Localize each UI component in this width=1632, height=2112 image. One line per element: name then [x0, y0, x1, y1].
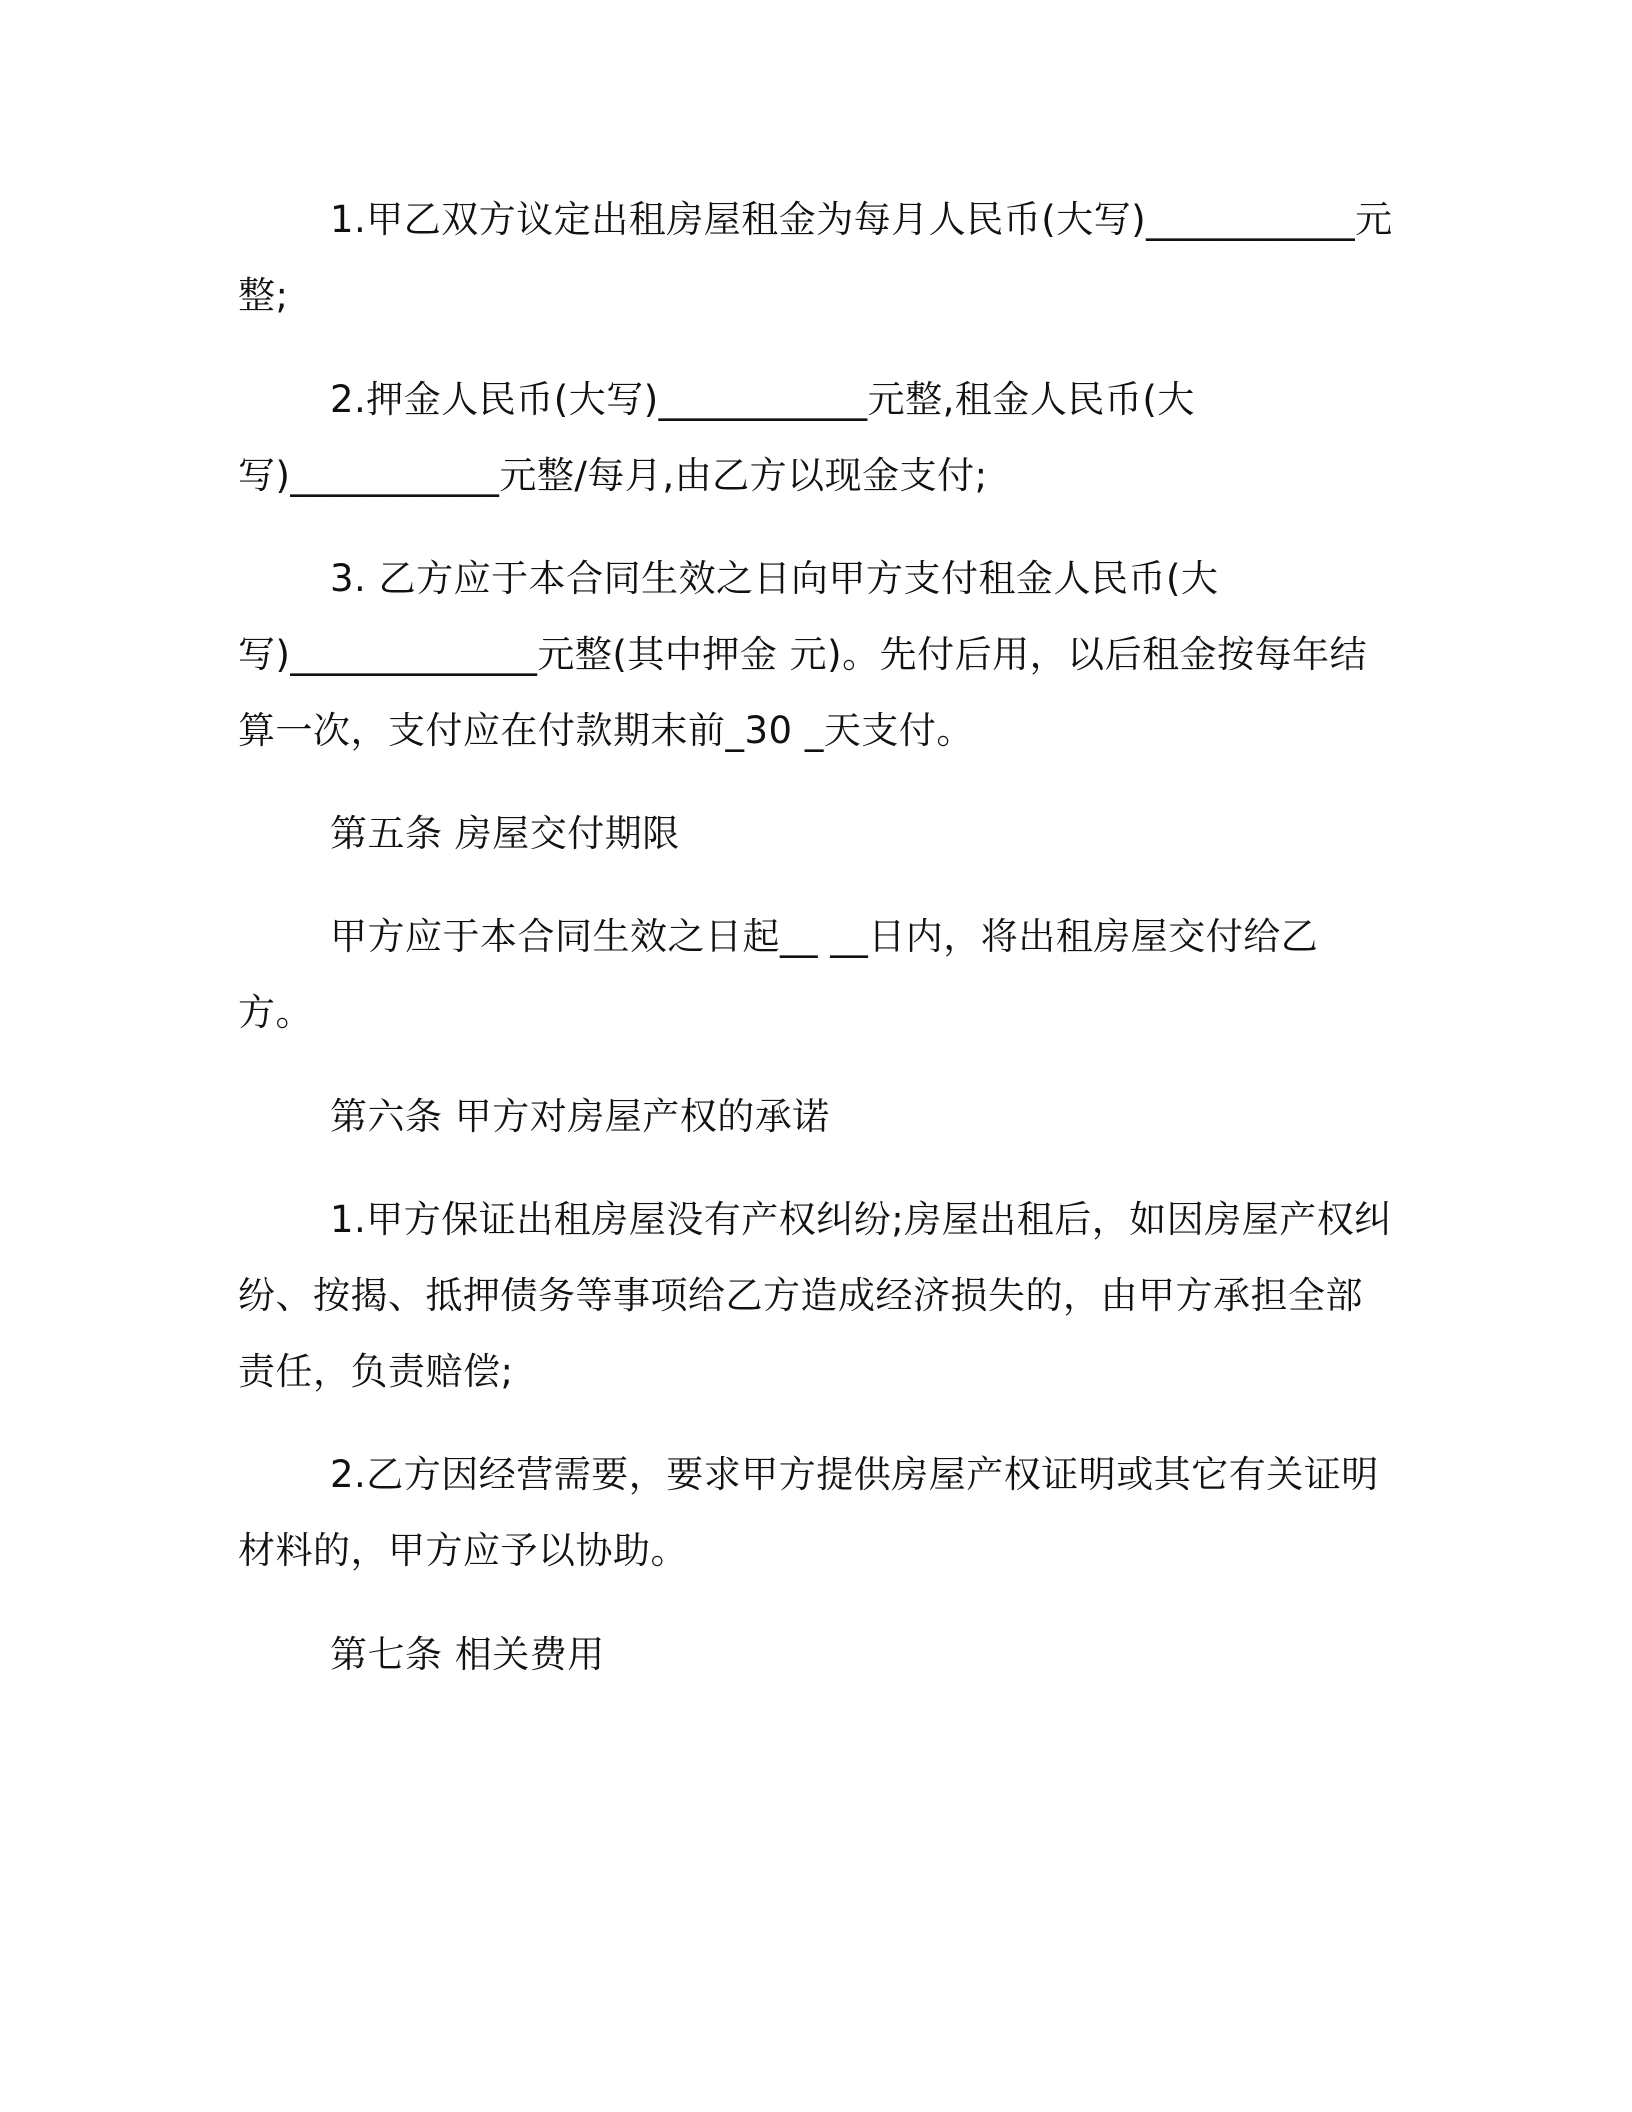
ownership-clause-1-line-3: 责任，负责赔偿; — [238, 1350, 514, 1393]
article-6-heading: 第六条 甲方对房屋产权的承诺 — [330, 1095, 830, 1138]
payment-clause-line-1: 3. 乙方应于本合同生效之日向甲方支付租金人民币(大 — [330, 557, 1219, 600]
delivery-clause-line-2: 方。 — [238, 991, 313, 1034]
delivery-clause-line-1: 甲方应于本合同生效之日起__ __日内，将出租房屋交付给乙 — [330, 915, 1319, 958]
article-7-heading: 第七条 相关费用 — [330, 1633, 605, 1676]
ownership-clause-2-line-1: 2.乙方因经营需要，要求甲方提供房屋产权证明或其它有关证明 — [330, 1453, 1379, 1496]
deposit-clause-line-1: 2.押金人民币(大写)___________元整,租金人民币(大 — [330, 378, 1195, 421]
ownership-clause-2-line-2: 材料的，甲方应予以协助。 — [238, 1529, 688, 1572]
ownership-clause-1-line-1: 1.甲方保证出租房屋没有产权纠纷;房屋出租后，如因房屋产权纠 — [330, 1198, 1392, 1241]
article-5-heading: 第五条 房屋交付期限 — [330, 812, 680, 855]
deposit-clause-line-2: 写)___________元整/每月,由乙方以现金支付; — [238, 454, 988, 497]
rent-clause-line-2: 整; — [238, 274, 289, 317]
ownership-clause-1-line-2: 纷、按揭、抵押债务等事项给乙方造成经济损失的，由甲方承担全部 — [238, 1274, 1363, 1317]
rent-clause-line-1: 1.甲乙双方议定出租房屋租金为每月人民币(大写)___________元 — [330, 198, 1393, 241]
payment-clause-line-3: 算一次，支付应在付款期末前_30 _天支付。 — [238, 709, 974, 752]
payment-clause-line-2: 写)_____________元整(其中押金 元)。先付后用，以后租金按每年结 — [238, 633, 1368, 676]
